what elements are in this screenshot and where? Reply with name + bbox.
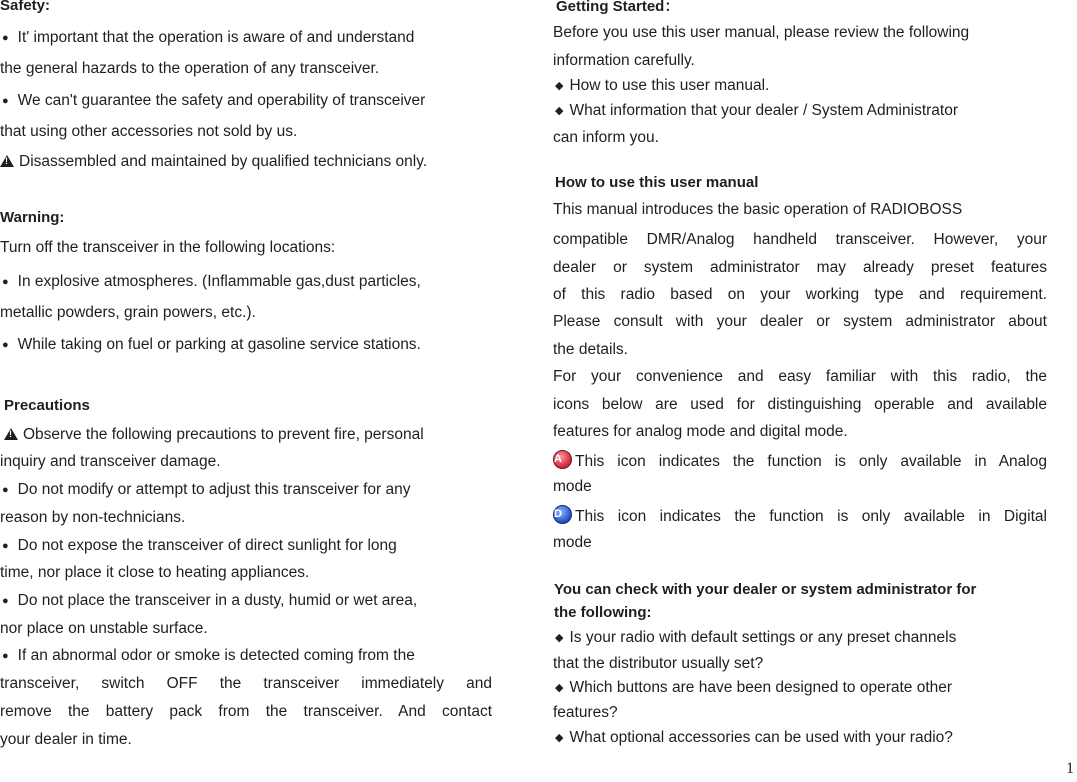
warning-line-2: ● In explosive atmospheres. (Inflammable gas,dust particles, — [2, 272, 421, 293]
how-to-line-7: For your convenience and easy familiar with this radio, the — [553, 368, 1047, 385]
how-to-line-5: Please consult with your dealer or system administrator about — [553, 313, 1047, 330]
how-to-line-12: D This icon indicates the function is only available in Digital — [553, 505, 1047, 527]
check-line-5: ◆ What optional accessories can be used with your radio? — [555, 728, 953, 749]
getting-started-line-2: information carefully. — [553, 52, 695, 69]
warning-line-3: metallic powders, grain powers, etc.). — [0, 304, 256, 321]
precautions-line-10: transceiver, switch OFF the transceiver immediately and — [0, 675, 492, 692]
safety-line-4: that using other accessories not sold by us. — [0, 123, 298, 140]
how-to-line-10: A This icon indicates the function is only available in Analog — [553, 450, 1047, 472]
check-line-2: that the distributor usually set? — [553, 655, 764, 672]
getting-started-line-1: Before you use this user manual, please review the following — [553, 24, 970, 41]
check-line-4: features? — [553, 704, 618, 721]
how-to-line-2: compatible DMR/Analog handheld transceiver. However, your — [553, 231, 1047, 248]
how-to-line-9: features for analog mode and digital mode. — [553, 423, 848, 440]
how-to-line-8: icons below are used for distinguishing operable and available — [553, 396, 1047, 413]
precautions-heading: Precautions — [4, 397, 90, 414]
how-to-line-13: mode — [553, 534, 592, 551]
warning-triangle-icon — [0, 155, 14, 167]
check-heading-line-1: You can check with your dealer or system administrator for — [554, 581, 977, 598]
warning-heading: Warning: — [0, 209, 65, 226]
precautions-line-7: ● Do not place the transceiver in a dusty, humid or wet area, — [2, 591, 417, 612]
safety-line-2: the general hazards to the operation of any transceiver. — [0, 60, 380, 77]
precautions-line-11: remove the battery pack from the transceiver. And contact — [0, 703, 492, 720]
getting-started-line-4: ◆ What information that your dealer / System Administrator — [555, 101, 958, 122]
check-line-1: ◆ Is your radio with default settings or any preset channels — [555, 628, 956, 649]
how-to-line-1: This manual introduces the basic operation of RADIOBOSS — [553, 201, 963, 218]
how-to-line-11: mode — [553, 478, 592, 495]
warning-line-4: ● While taking on fuel or parking at gasoline service stations. — [2, 335, 421, 356]
precautions-line-5: ● Do not expose the transceiver of direct sunlight for long — [2, 536, 397, 557]
warning-triangle-icon — [4, 428, 18, 440]
how-to-line-4: of this radio based on your working type and requirement. — [553, 286, 1047, 303]
check-line-3: ◆ Which buttons are have been designed to operate other — [555, 678, 952, 699]
how-to-line-3: dealer or system administrator may already preset features — [553, 259, 1047, 276]
precautions-line-9: ● If an abnormal odor or smoke is detected coming from the — [2, 646, 415, 667]
check-heading-line-2: the following: — [554, 604, 652, 621]
precautions-line-12: your dealer in time. — [0, 731, 132, 748]
analog-mode-icon: A — [553, 450, 572, 469]
precautions-line-2: inquiry and transceiver damage. — [0, 453, 221, 470]
safety-heading: Safety: — [0, 0, 51, 14]
precautions-line-4: reason by non-technicians. — [0, 509, 186, 526]
precautions-line-6: time, nor place it close to heating appliances. — [0, 564, 310, 581]
precautions-line-1: !Observe the following precautions to prevent fire, personal — [4, 425, 424, 445]
precautions-line-3: ● Do not modify or attempt to adjust this transceiver for any — [2, 480, 411, 501]
safety-line-3: ● We can't guarantee the safety and operability of transceiver — [2, 91, 425, 112]
precautions-line-8: nor place on unstable surface. — [0, 620, 208, 637]
how-to-heading: How to use this user manual — [555, 174, 759, 191]
warning-line-1: Turn off the transceiver in the following locations: — [0, 239, 336, 256]
safety-line-1: ● It' important that the operation is aware of and understand — [2, 28, 414, 49]
page-number: 1 — [1066, 760, 1074, 777]
getting-started-line-5: can inform you. — [553, 129, 659, 146]
how-to-line-6: the details. — [553, 341, 628, 358]
safety-line-5: !Disassembled and maintained by qualified technicians only. — [0, 152, 427, 172]
getting-started-heading: Getting Started： — [556, 0, 680, 15]
digital-mode-icon: D — [553, 505, 572, 524]
getting-started-line-3: ◆ How to use this user manual. — [555, 76, 769, 97]
